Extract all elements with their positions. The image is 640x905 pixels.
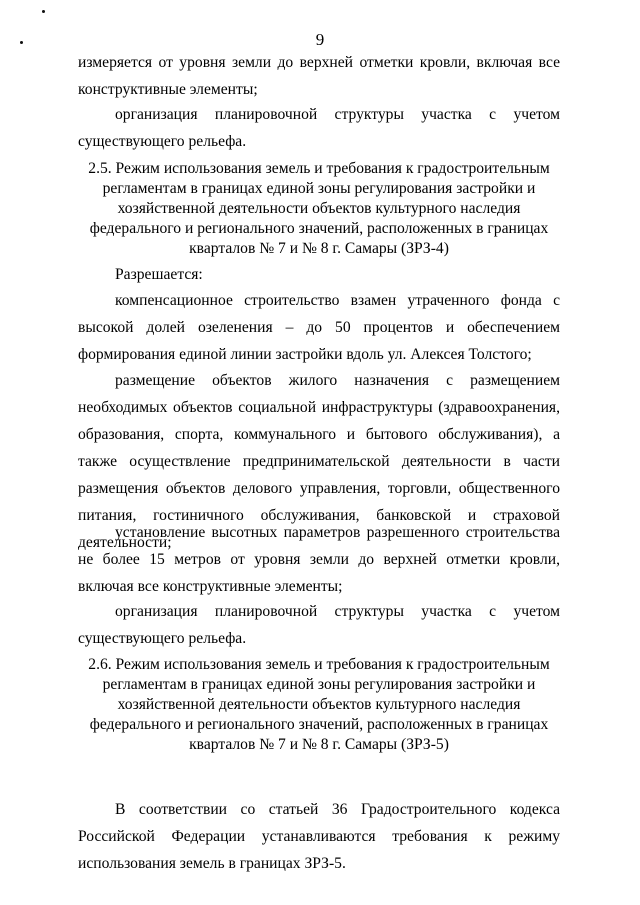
scan-speck bbox=[42, 10, 45, 13]
paragraph-article-36: В соответствии со статьей 36 Градостроительного кодекса Российской Федерации устанавливаются требования к режиму использования земель в границах ЗРЗ-5. bbox=[78, 801, 560, 872]
paragraph-planning-structure-2: организация планировочной структуры участка с учетом существующего рельефа. bbox=[78, 603, 560, 647]
section-heading-2-6: 2.6. Режим использования земель и требования к градостроительным регламентам в границах единой зоны регулирования застройки и хозяйственной деятельности объектов культурного наследия федерального и регионального значений, расположенных в границах кварталов № 7 и № 8 г. Самары (ЗРЗ-5) bbox=[88, 656, 550, 753]
paragraph-allowed-label: Разрешается: bbox=[115, 266, 203, 283]
paragraph-compensation-construction: компенсационное строительство взамен утраченного фонда с высокой долей озеленения – до 50 процентов и обеспечением формирования единой линии застройки вдоль ул. Алексея Толстого; bbox=[78, 292, 560, 363]
paragraph-residential-placement: размещение объектов жилого назначения с размещением необходимых объектов социальной инфраструктуры (здравоохранения, образования, спорта, коммунального и бытового обслуживания), а также осуществление предпринимательской деятельности в части размещения объектов делового управления, торговли, общественного питания, гостиничного обслуживания, банковской и страховой деятельности; bbox=[78, 372, 560, 551]
section-heading-2-5: 2.5. Режим использования земель и требования к градостроительным регламентам в границах единой зоны регулирования застройки и хозяйственной деятельности объектов культурного наследия федерального и регионального значений, расположенных в границах кварталов № 7 и № 8 г. Самары (ЗРЗ-4) bbox=[88, 160, 550, 257]
paragraph-planning-structure: организация планировочной структуры участка с учетом существующего рельефа. bbox=[78, 106, 560, 150]
paragraph-height-parameters: установление высотных параметров разрешенного строительства не более 15 метров от уровня земли до верхней отметки кровли, включая все конструктивные элементы; bbox=[78, 524, 560, 595]
page-number: 9 bbox=[315, 30, 325, 49]
paragraph-height-limit-end: измеряется от уровня земли до верхней отметки кровли, включая все конструктивные элементы; bbox=[78, 54, 560, 98]
